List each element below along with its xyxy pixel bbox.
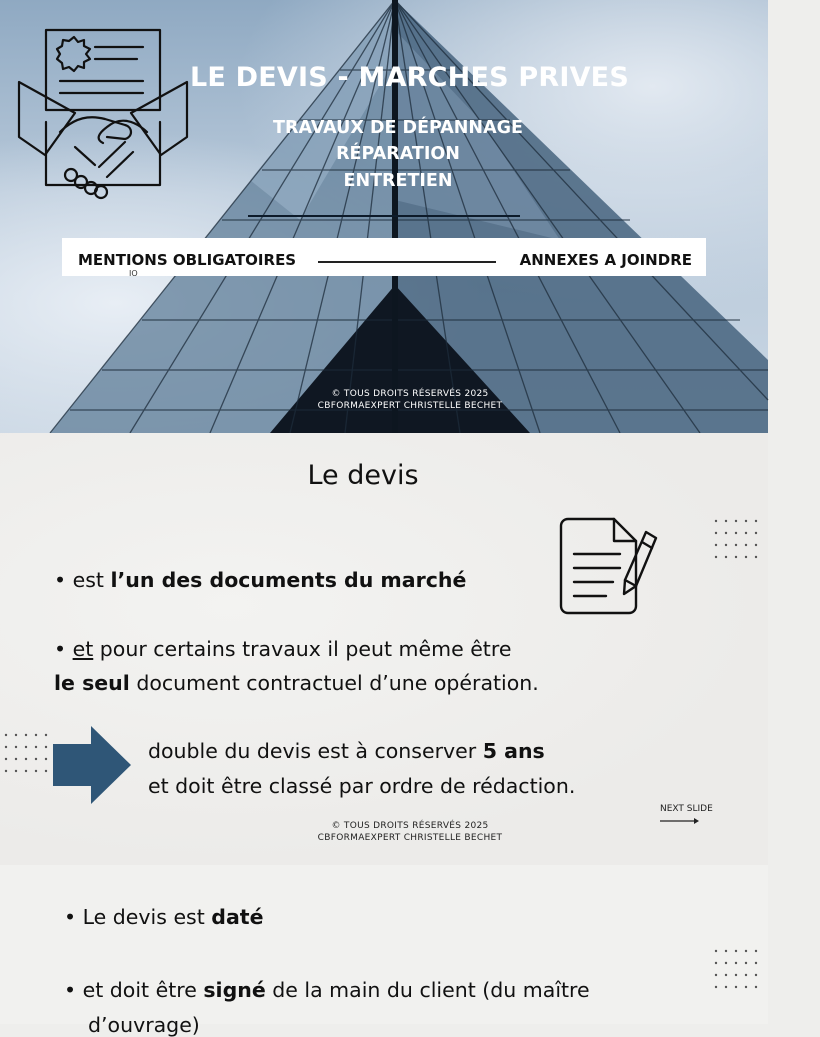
bullet-bold-text: le seul [54,671,130,695]
bullet-seul-document: • et pour certains travaux il peut même être [54,637,512,661]
dots-decoration [712,947,768,997]
arrow-text: double du devis est à conserver [148,739,483,763]
bullet-text: Le devis est [82,905,212,929]
bullet-bold-text: daté [211,905,264,929]
subtitle-line-1: TRAVAUX DE DÉPANNAGE [273,118,523,138]
bullet-devis-signe: • et doit être signé de la main du client (du maître [64,978,590,1002]
subtitle-line-3: ENTRETIEN [343,171,453,191]
bullet-text: est [72,568,111,592]
mentions-obligatoires-label[interactable]: MENTIONS OBLIGATOIRES [78,251,297,269]
bullet-documents-marche: • est l’un des documents du marché [54,568,467,592]
bullet-text: et doit être [82,978,204,1002]
bullet-devis-signe-cont: d’ouvrage) [88,1013,200,1037]
annexes-label[interactable]: ANNEXES A JOINDRE [519,251,692,269]
slide-title: Le devis [307,460,419,491]
copyright-line-1: © TOUS DROITS RÉSERVÉS 2025 [331,389,489,399]
copyright-line-2: CBFORMAEXPERT CHRISTELLE BECHET [317,401,503,411]
slide-2 [0,433,768,865]
subtitle-line-2: RÉPARATION [336,144,460,164]
slide-title: LE DEVIS - MARCHES PRIVES [190,62,629,93]
bullet-text: document contractuel d’une opération. [129,671,539,695]
bullet-devis-date: • Le devis est daté [64,905,264,929]
certificate-handshake-icon [15,27,193,202]
slide-1 [0,0,768,433]
dots-decoration [0,731,56,781]
bullet-text: pour certains travaux il peut même être [93,637,512,661]
copyright-line-2: CBFORMAEXPERT CHRISTELLE BECHET [317,833,503,843]
dots-decoration [712,517,768,567]
copyright-line-1: © TOUS DROITS RÉSERVÉS 2025 [331,821,489,831]
classe-line: et doit être classé par ordre de rédaction. [148,774,576,798]
next-slide-link[interactable]: NEXT SLIDE [660,804,713,814]
subtitle-divider [248,215,520,217]
small-label: IO [129,269,138,278]
connector-line [318,261,496,263]
arrow-right-icon [53,726,133,804]
slide-3 [0,865,768,1037]
underlined-word: et [72,637,94,661]
mentions-banner [62,238,706,276]
bullet-seul-document-cont [54,671,539,695]
conserver-line [148,739,545,763]
bullet-bold-text: l’un des documents du marché [110,568,467,592]
bullet-text: de la main du client (du maître [265,978,590,1002]
document-pen-icon [558,516,662,616]
bullet-bold-text: signé [203,978,266,1002]
arrow-bold-text: 5 ans [482,739,545,763]
